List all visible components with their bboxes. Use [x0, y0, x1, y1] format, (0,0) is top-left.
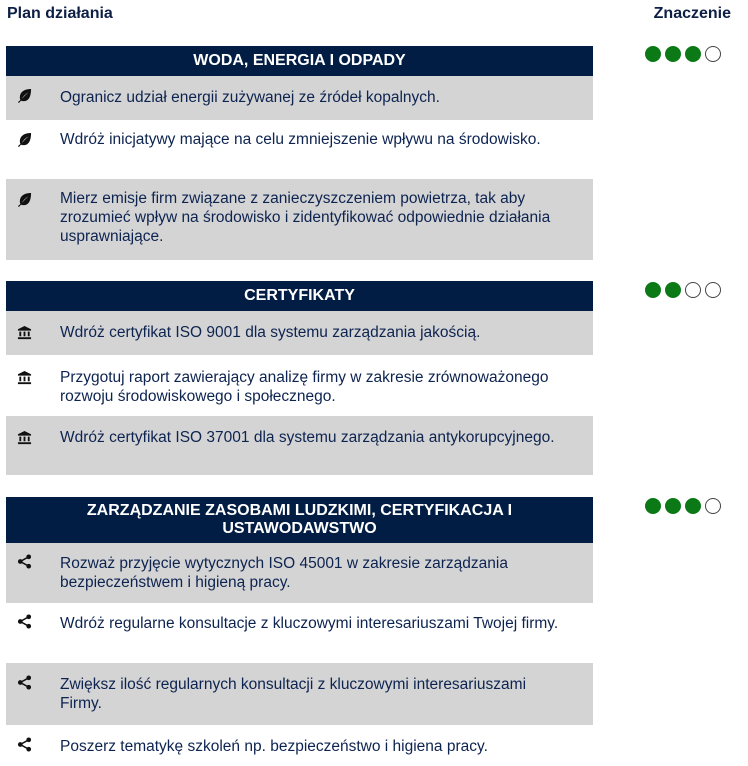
importance-dot-empty [705, 498, 721, 514]
importance-dot-filled [685, 46, 701, 62]
section-water-energy-waste [6, 46, 593, 260]
item-text: Mierz emisje firm związane z zanieczyszczeniem powietrza, tak aby zrozumieć wpływ na środowisko i zidentyfikować odpowiednie działania usprawniające. [60, 190, 551, 245]
leaf-icon [6, 189, 60, 207]
item-text: Wdróż inicjatywy mające na celu zmniejszenie wpływu na środowisko. [60, 131, 541, 148]
importance-dot-empty [705, 46, 721, 62]
item-text: Zwiększ ilość regularnych konsultacji z kluczowymi interesariuszami Firmy. [60, 676, 527, 712]
list-item [6, 663, 593, 725]
section-title: CERTYFIKATY [6, 281, 593, 311]
list-item [6, 311, 593, 355]
importance-dot-empty [685, 282, 701, 298]
section-title: ZARZĄDZANIE ZASOBAMI LUDZKIMI, CERTYFIKACJA I USTAWODAWSTWO [6, 497, 593, 543]
importance-dot-empty [705, 282, 721, 298]
section-hr-certification-legislation [6, 497, 593, 765]
header-plan: Plan działania [7, 5, 113, 22]
list-item [6, 603, 593, 663]
bank-icon [6, 323, 60, 340]
item-text: Przygotuj raport zawierający analizę firmy w zakresie zrównoważonego rozwoju środowiskowego i społecznego. [60, 369, 549, 405]
item-text: Wdróż certyfikat ISO 37001 dla systemu zarządzania antykorupcyjnego. [60, 429, 555, 446]
leaf-icon [6, 88, 60, 103]
section-title: WODA, ENERGIA I ODPADY [6, 46, 593, 76]
importance-rating [645, 282, 721, 298]
importance-dot-filled [665, 282, 681, 298]
list-item [6, 120, 593, 179]
importance-dot-filled [665, 498, 681, 514]
importance-dot-filled [645, 282, 661, 298]
list-item [6, 179, 593, 260]
importance-dot-filled [665, 46, 681, 62]
list-item [6, 416, 593, 475]
item-text: Wdróż certyfikat ISO 9001 dla systemu zarządzania jakością. [60, 324, 481, 341]
section-certificates [6, 281, 593, 475]
importance-rating [645, 46, 721, 62]
item-text: Ogranicz udział energii zużywanej ze źródeł kopalnych. [60, 89, 440, 106]
importance-dot-filled [645, 498, 661, 514]
importance-dot-filled [685, 498, 701, 514]
item-text: Rozważ przyjęcie wytycznych ISO 45001 w zakresie zarządzania bezpieczeństwem i higieną pracy. [60, 555, 508, 591]
share-icon [6, 737, 60, 752]
header-importance: Znaczenie [653, 5, 731, 22]
bank-icon [6, 368, 60, 385]
list-item [6, 725, 593, 765]
share-icon [6, 675, 60, 690]
item-text: Wdróż regularne konsultacje z kluczowymi interesariuszami Twojej firmy. [60, 615, 559, 632]
list-item [6, 543, 593, 603]
importance-rating [645, 498, 721, 514]
importance-dot-filled [645, 46, 661, 62]
list-item [6, 76, 593, 120]
bank-icon [6, 428, 60, 445]
share-icon [6, 614, 60, 629]
share-icon [6, 554, 60, 569]
item-text: Poszerz tematykę szkoleń np. bezpieczeństwo i higiena pracy. [60, 738, 488, 755]
leaf-icon [6, 130, 60, 147]
list-item [6, 355, 593, 416]
